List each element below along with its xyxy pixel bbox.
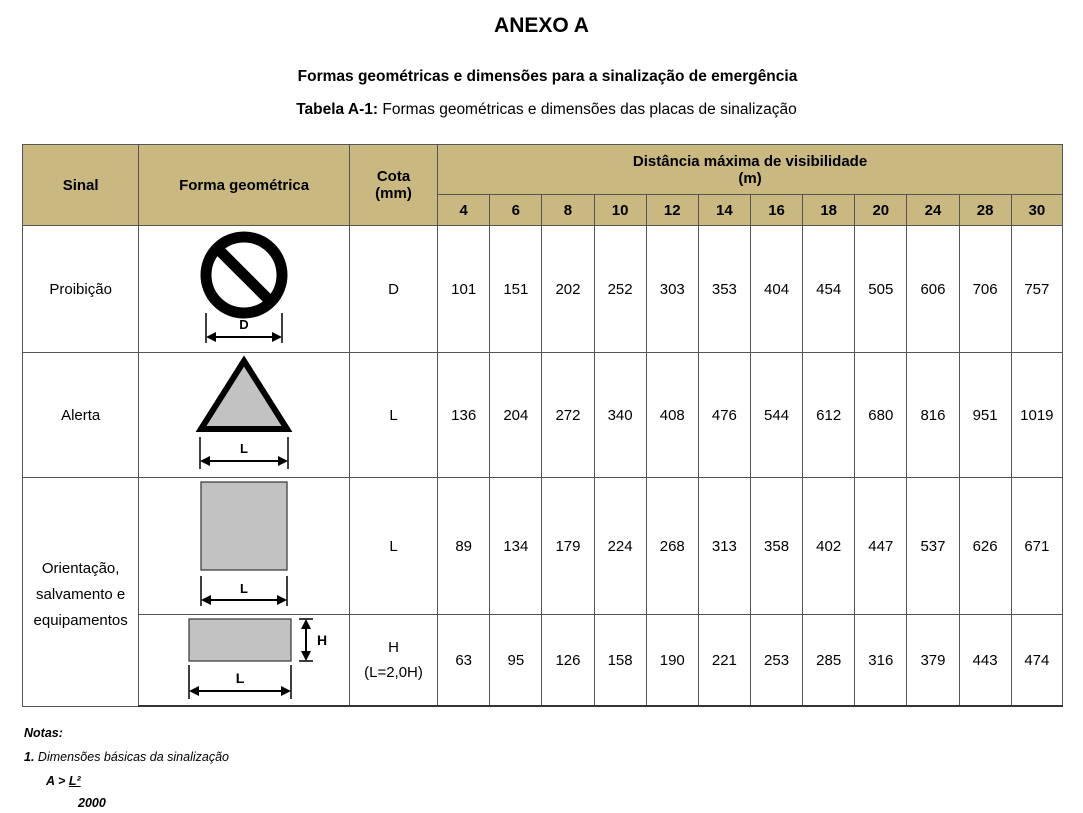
sinal-cell-orientacao — [23, 478, 139, 707]
square-icon — [144, 480, 344, 608]
value-cell: 221 — [698, 615, 750, 707]
value-cell: 204 — [490, 353, 542, 478]
header-distance: 18 — [803, 195, 855, 226]
value-cell: 158 — [594, 615, 646, 707]
shape-cell — [139, 478, 350, 615]
value-cell: 268 — [646, 478, 698, 615]
value-cell: 816 — [907, 353, 959, 478]
table-caption-label: Tabela A-1: — [296, 101, 379, 118]
value-cell: 1019 — [1011, 353, 1062, 478]
dim-label: D — [239, 317, 249, 332]
notes-section — [24, 726, 229, 764]
value-cell: 537 — [907, 478, 959, 615]
value-cell: 505 — [855, 226, 907, 353]
table-row-alerta — [23, 353, 1063, 478]
header-distance: 20 — [855, 195, 907, 226]
header-row-1 — [23, 145, 1063, 195]
sinal-line: Orientação, — [41, 559, 120, 577]
cota-cell: L — [349, 353, 437, 478]
sinal-cell: Proibição — [23, 226, 139, 353]
table-caption-text: Formas geométricas e dimensões das placas de sinalização — [382, 101, 797, 118]
cota-cell: L — [349, 478, 437, 615]
shape-cell — [139, 615, 350, 707]
table-row-proibicao — [23, 226, 1063, 353]
header-distance: 28 — [959, 195, 1011, 226]
cota-cell: D — [349, 226, 437, 353]
value-cell: 706 — [959, 226, 1011, 353]
header-distance: 4 — [438, 195, 490, 226]
value-cell: 447 — [855, 478, 907, 615]
value-cell: 606 — [907, 226, 959, 353]
value-cell: 190 — [646, 615, 698, 707]
value-cell: 951 — [959, 353, 1011, 478]
value-cell: 95 — [490, 615, 542, 707]
value-cell: 224 — [594, 478, 646, 615]
value-cell: 443 — [959, 615, 1011, 707]
shape-cell — [139, 353, 350, 478]
value-cell: 272 — [542, 353, 594, 478]
value-cell: 101 — [438, 226, 490, 353]
value-cell: 202 — [542, 226, 594, 353]
value-cell: 474 — [1011, 615, 1062, 707]
value-cell: 303 — [646, 226, 698, 353]
value-cell: 313 — [698, 478, 750, 615]
value-cell: 626 — [959, 478, 1011, 615]
header-distance: 30 — [1011, 195, 1062, 226]
value-cell: 454 — [803, 226, 855, 353]
value-cell: 179 — [542, 478, 594, 615]
value-cell: 402 — [803, 478, 855, 615]
value-cell: 126 — [542, 615, 594, 707]
cota-cell: H (L=2,0H) — [349, 615, 437, 707]
header-distance: 10 — [594, 195, 646, 226]
header-cota: Cota (mm) — [349, 145, 437, 226]
dim-label: L — [235, 670, 245, 686]
value-cell: 353 — [698, 226, 750, 353]
value-cell: 285 — [803, 615, 855, 707]
dim-label: L — [240, 581, 249, 596]
circle-prohibition-icon — [144, 227, 344, 347]
header-forma: Forma geométrica — [139, 145, 350, 226]
value-cell: 612 — [803, 353, 855, 478]
value-cell: 252 — [594, 226, 646, 353]
value-cell: 136 — [438, 353, 490, 478]
value-cell: 253 — [750, 615, 802, 707]
header-distance: 24 — [907, 195, 959, 226]
value-cell: 408 — [646, 353, 698, 478]
formula: A > L² — [46, 774, 81, 788]
value-cell: 476 — [698, 353, 750, 478]
header-distance: 6 — [490, 195, 542, 226]
value-cell: 134 — [490, 478, 542, 615]
value-cell: 404 — [750, 226, 802, 353]
section-subtitle: Formas geométricas e dimensões para a sinalização de emergência — [297, 68, 798, 85]
header-distance: 8 — [542, 195, 594, 226]
annex-title: ANEXO A — [494, 14, 589, 37]
formula-denominator: 2000 — [78, 796, 106, 810]
rectangle-icon — [144, 615, 344, 701]
sinal-cell: Alerta — [23, 353, 139, 478]
value-cell: 671 — [1011, 478, 1062, 615]
value-cell: 316 — [855, 615, 907, 707]
table-row-orientacao-square — [23, 478, 1063, 615]
header-distance: 14 — [698, 195, 750, 226]
notes-title: Notas: — [24, 726, 63, 740]
header-distancia: Distância máxima de visibilidade (m) — [438, 145, 1063, 195]
shape-cell — [139, 226, 350, 353]
value-cell: 151 — [490, 226, 542, 353]
dim-label-h: H — [317, 632, 328, 648]
header-distance: 16 — [750, 195, 802, 226]
triangle-warning-icon — [144, 353, 344, 473]
value-cell: 757 — [1011, 226, 1062, 353]
signage-dimensions-table — [22, 144, 1063, 707]
value-cell: 340 — [594, 353, 646, 478]
value-cell: 680 — [855, 353, 907, 478]
table-row-orientacao-rectangle — [23, 615, 1063, 707]
sinal-line: salvamento e — [36, 585, 126, 603]
value-cell: 89 — [438, 478, 490, 615]
header-distance: 12 — [646, 195, 698, 226]
note-item-1: 1. Dimensões básicas da sinalização — [24, 750, 229, 764]
value-cell: 379 — [907, 615, 959, 707]
value-cell: 358 — [750, 478, 802, 615]
table-caption — [0, 101, 1083, 119]
value-cell: 544 — [750, 353, 802, 478]
header-sinal: Sinal — [23, 145, 139, 226]
value-cell: 63 — [438, 615, 490, 707]
sinal-line: equipamentos — [33, 611, 128, 629]
formula-numerator: L² — [68, 774, 81, 788]
dim-label: L — [240, 441, 249, 456]
